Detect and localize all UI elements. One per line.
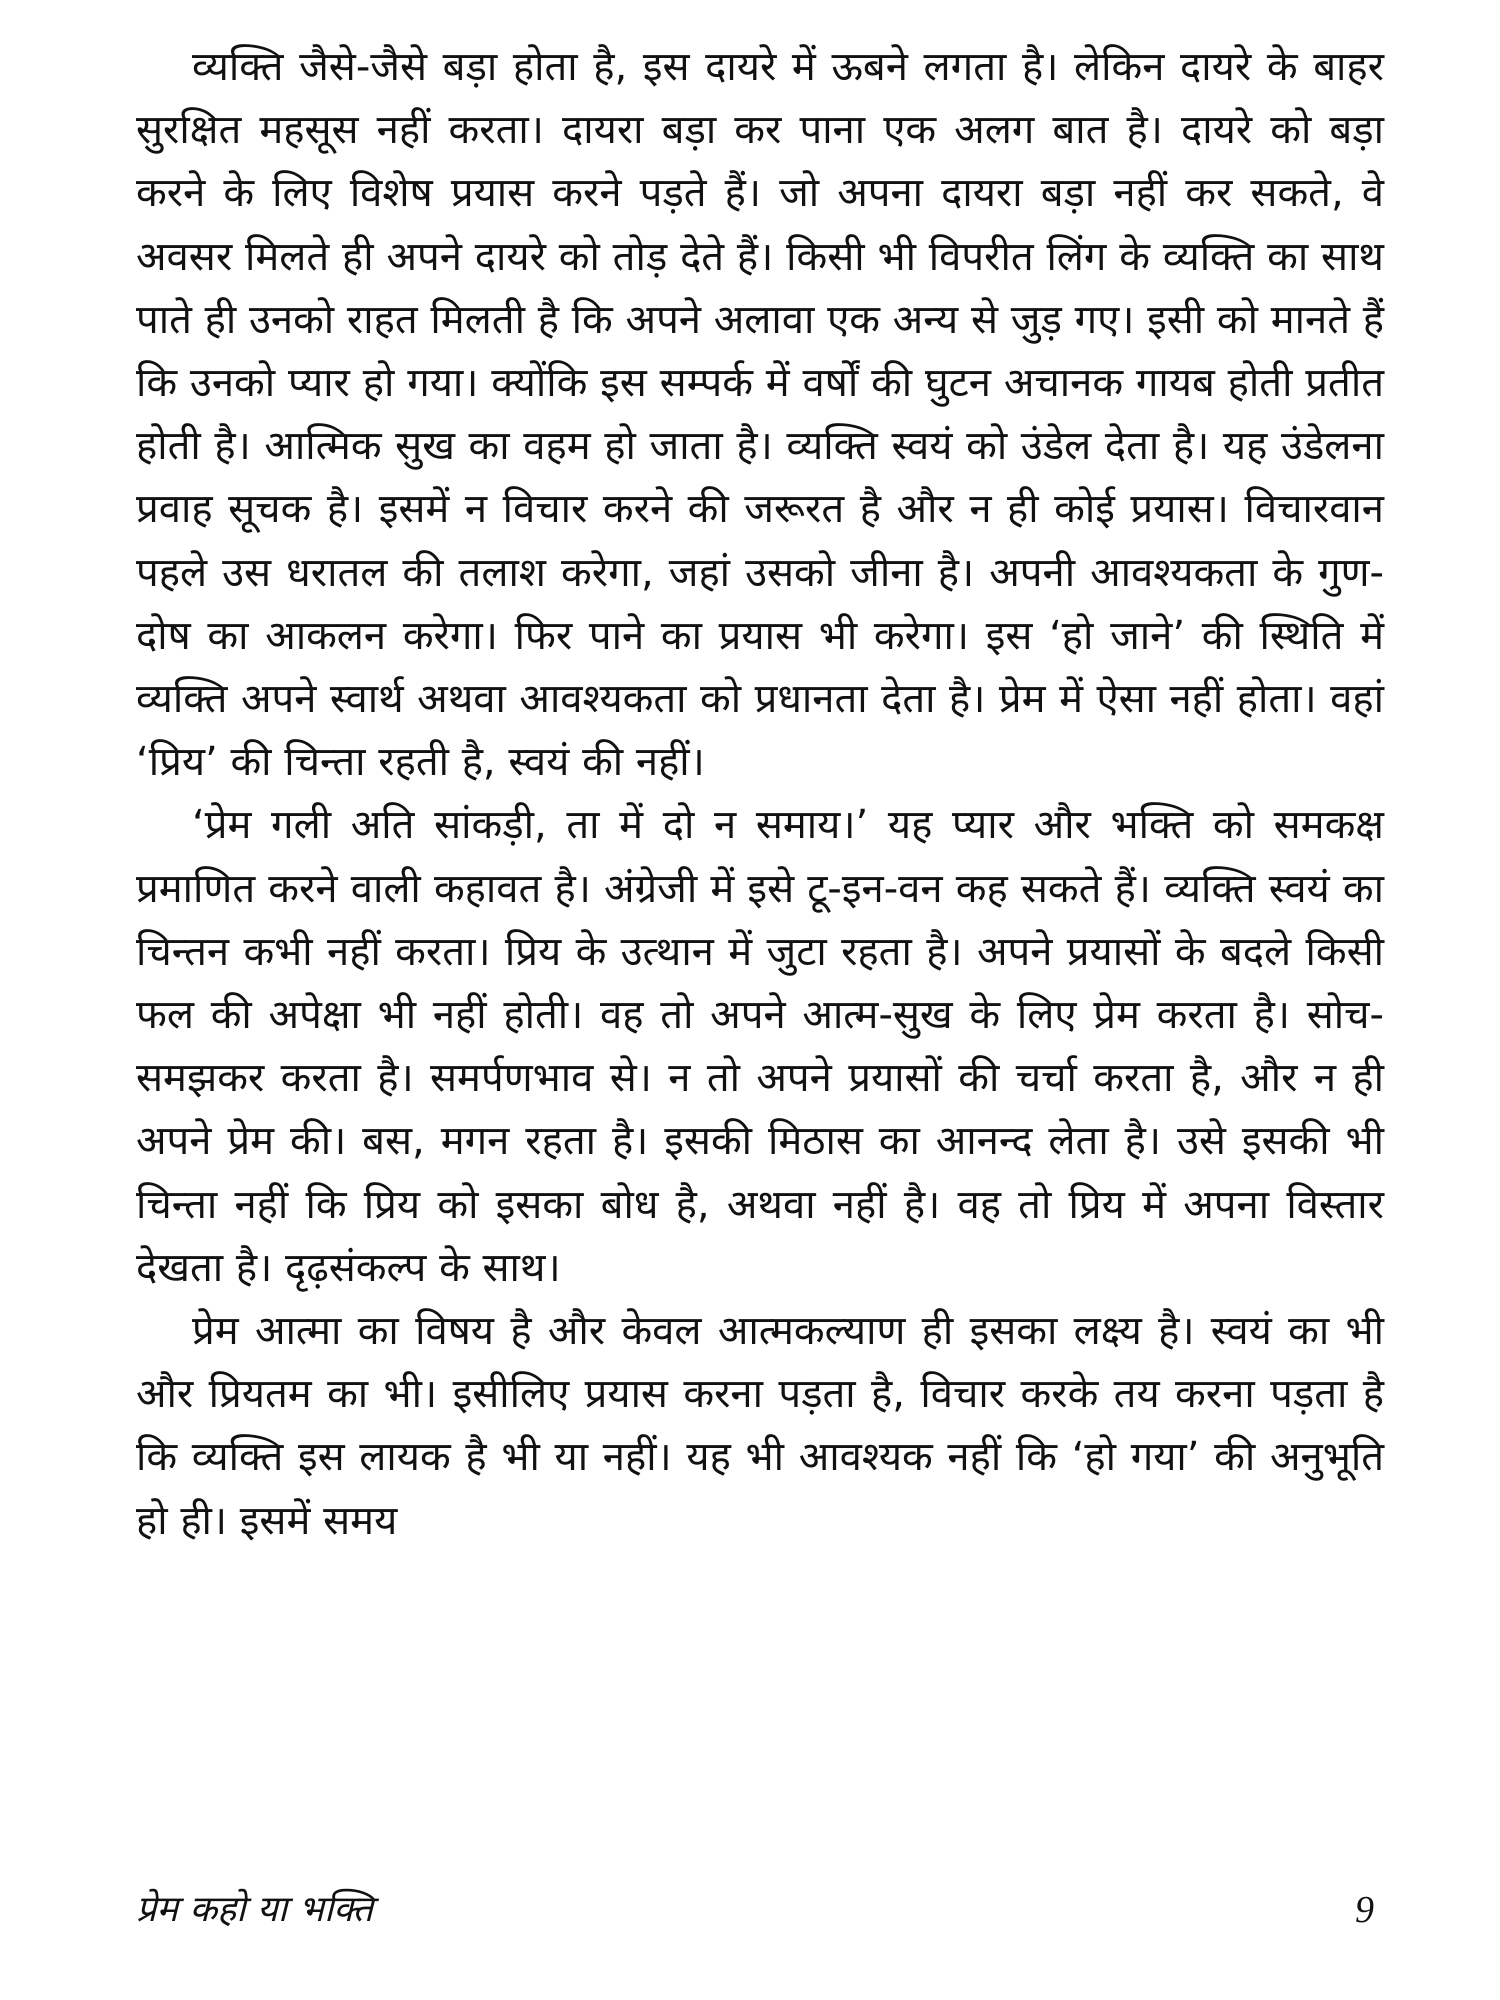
page-number: 9 <box>1355 1889 1374 1931</box>
body-text <box>136 36 1384 1553</box>
paragraph-2: ‘प्रेम गली अति सांकड़ी, ता में दो न समाय।’ यह प्यार और भक्ति को समकक्ष प्रमाणित करने वाली कहावत है। अंग्रेजी में इसे टू-इन-वन कह सकते हैं। व्यक्ति स्वयं का चिन्तन कभी नहीं करता। प्रिय के उत्थान में जुटा रहता है। अपने प्रयासों के बदले किसी फल की अपेक्षा भी नहीं होती। वह तो अपने आत्म-सुख के लिए प्रेम करता है। सोच-समझकर करता है। समर्पणभाव से। न तो अपने प्रयासों की चर्चा करता है, और न ही अपने प्रेम की। बस, मगन रहता है। इसकी मिठास का आनन्द लेता है। उसे इसकी भी चिन्ता नहीं कि प्रिय को इसका बोध है, अथवा नहीं है। वह तो प्रिय में अपना विस्तार देखता है। दृढ़संकल्प के साथ। <box>136 802 1384 1291</box>
paragraph-1: व्यक्ति जैसे-जैसे बड़ा होता है, इस दायरे में ऊबने लगता है। लेकिन दायरे के बाहर सुरक्षित महसूस नहीं करता। दायरा बड़ा कर पाना एक अलग बात है। दायरे को बड़ा करने के लिए विशेष प्रयास करने पड़ते हैं। जो अपना दायरा बड़ा नहीं कर सकते, वे अवसर मिलते ही अपने दायरे को तोड़ देते हैं। किसी भी विपरीत लिंग के व्यक्ति का साथ पाते ही उनको राहत मिलती है कि अपने अलावा एक अन्य से जुड़ गए। इसी को मानते हैं कि उनको प्यार हो गया। क्योंकि इस सम्पर्क में वर्षों की घुटन अचानक गायब होती प्रतीत होती है। आत्मिक सुख का वहम हो जाता है। व्यक्ति स्वयं को उंडेल देता है। यह उंडेलना प्रवाह सूचक है। इसमें न विचार करने की जरूरत है और न ही कोई प्रयास। विचारवान पहले उस धरातल की तलाश करेगा, जहां उसको जीना है। अपनी आवश्यकता के गुण- दोष का आकलन करेगा। फिर पाने का प्रयास भी करेगा। इस ‘हो जाने’ की स्थिति में व्यक्ति अपने स्वार्थ अथवा आवश्यकता को प्रधानता देता है। प्रेम में ऐसा नहीं होता। वहां ‘प्रिय’ की चिन्ता रहती है, स्वयं की नहीं। <box>136 44 1384 786</box>
running-footer-title: प्रेम कहो या भक्ति <box>136 1889 374 1930</box>
paragraph-3: प्रेम आत्मा का विषय है और केवल आत्मकल्याण ही इसका लक्ष्य है। स्वयं का भी और प्रियतम का भी। इसीलिए प्रयास करना पड़ता है, विचार करके तय करना पड़ता है कि व्यक्ति इस लायक है भी या नहीं। यह भी आवश्यक नहीं कि ‘हो गया’ की अनुभूति हो ही। इसमें समय <box>136 1308 1384 1544</box>
